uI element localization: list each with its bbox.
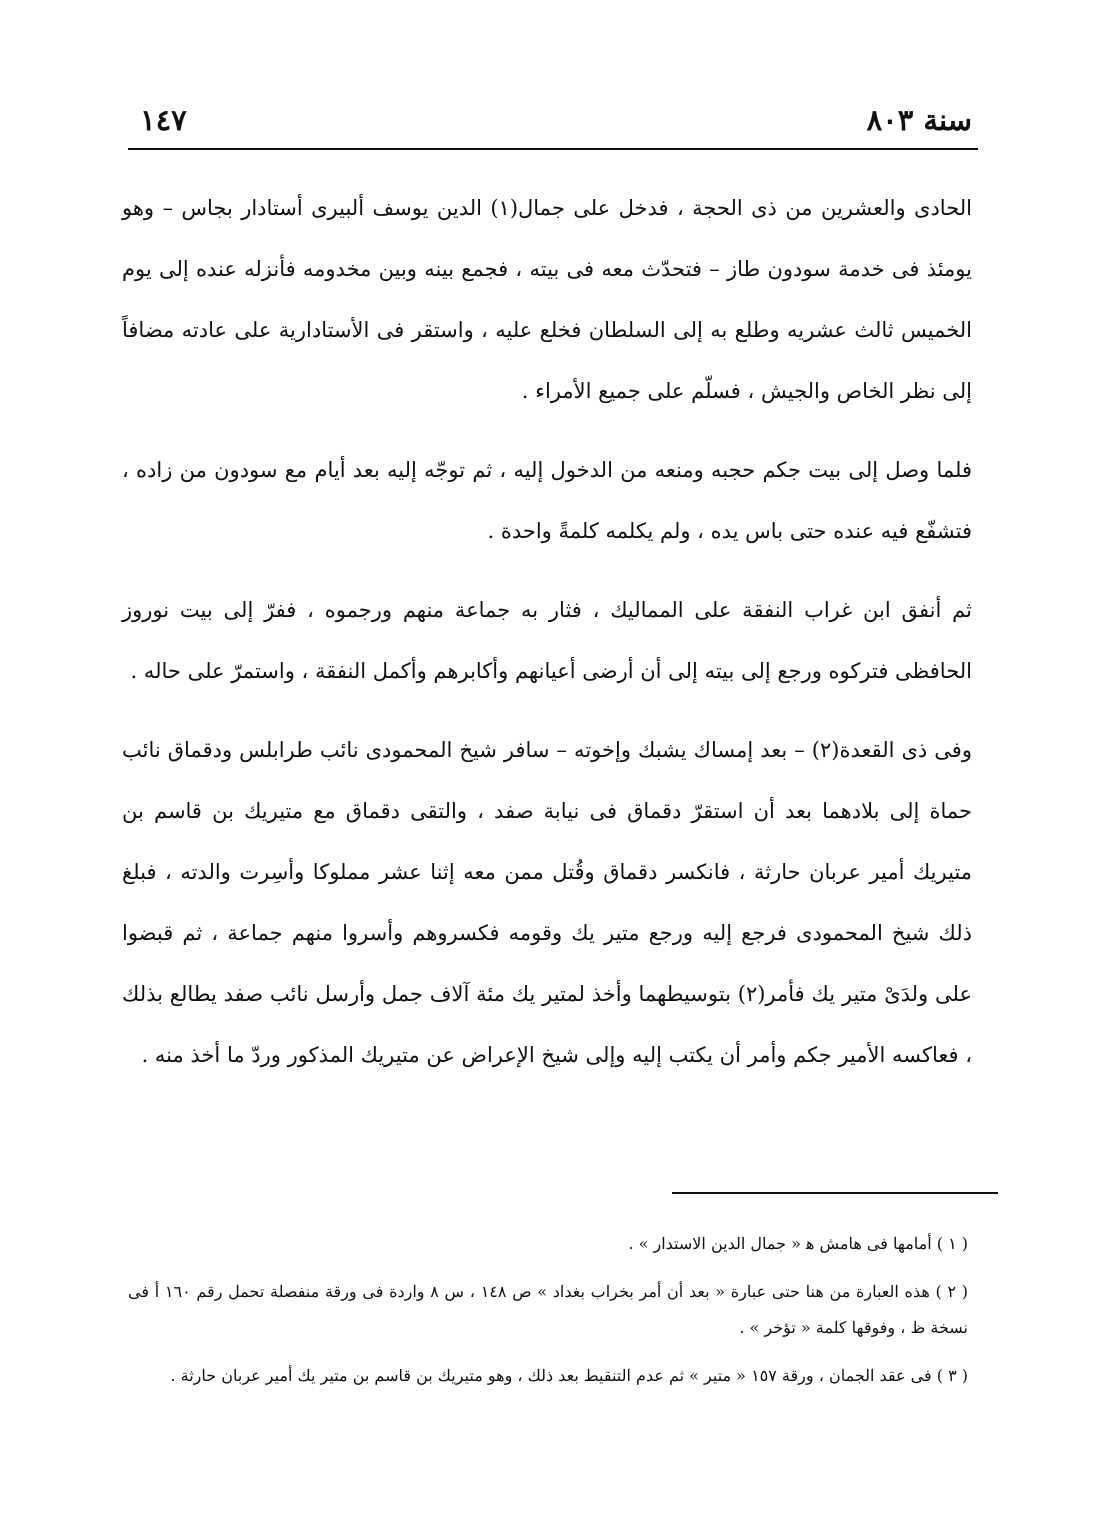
main-text bbox=[122, 178, 972, 1104]
running-header-year: سنة ٨٠٣ bbox=[866, 103, 972, 137]
footnote-2: ( ٢ ) هذه العبارة من هنا حتى عبارة « بعد أن أمر بخراب بغداد » ص ١٤٨ ، س ٨ واردة فى ورقة منفصلة تحمل رقم ١٦٠ أ فى نسخة ظ ، وفوقها كلمة « تؤخر » . bbox=[128, 1282, 969, 1337]
footnote-rule bbox=[672, 1192, 998, 1194]
paragraph-4: وفى ذى القعدة(٢) – بعد إمساك يشبك وإخوته – سافر شيخ المحمودى نائب طرابلس ودقماق نائب حماة إلى بلادهما بعد أن استقرّ دقماق فى نيابة صفد ، والتقى دقماق مع متيريك بن قاسم بن متيريك أمير عربان حارثة ، فانكسر دقماق وقُتل ممن معه إثنا عشر مملوكا وأسِرت والدته ، فبلغ ذلك شيخ المحمودى فرجع إليه ورجع متير يك وقومه فكسروهم وأسروا منهم جماعة ، ثم قبضوا على ولدَىْ متير يك فأمر(٢) بتوسيطهما وأخذ لمتير يك مئة آلاف جمل وأرسل نائب صفد يطالع بذلك ، فعاكسه الأمير جكم وأمر أن يكتب إليه وإلى شيخ الإعراض عن متيريك المذكور وردّ ما أخذ منه . bbox=[122, 738, 972, 1067]
page-number: ١٤٧ bbox=[140, 103, 187, 137]
footnote-3: ( ٣ ) فى عقد الجمان ، ورقة ١٥٧ « متير » ثم عدم التنقيط بعد ذلك ، وهو متيريك بن قاسم بن متير يك أمير عربان حارثة . bbox=[170, 1366, 968, 1385]
footnote-1: ( ١ ) أمامها فى هامش ﻫ « جمال الدين الاستدار » . bbox=[628, 1234, 968, 1253]
paragraph-2: فلما وصل إلى بيت جكم حجبه ومنعه من الدخول إليه ، ثم توجّه إليه بعد أيام مع سودون من زاده ، فتشفّع فيه عنده حتى باس يده ، ولم يكلمه كلمةً واحدة . bbox=[122, 458, 972, 543]
footnotes bbox=[128, 1226, 968, 1406]
header-rule bbox=[128, 148, 978, 150]
paragraph-3: ثم أنفق ابن غراب النفقة على المماليك ، فثار به جماعة منهم ورجموه ، ففرّ إلى بيت نوروز الحافظى فتركوه ورجع إلى بيته إلى أن أرضى أعيانهم وأكابرهم وأكمل النفقة ، واستمرّ على حاله . bbox=[122, 598, 972, 683]
paragraph-1: الحادى والعشرين من ذى الحجة ، فدخل على جمال(١) الدين يوسف ألبيرى أستادار بجاس – وهو يومئذ فى خدمة سودون طاز – فتحدّث معه فى بيته ، فجمع بينه وبين مخدومه فأنزله عنده إلى يوم الخميس ثالث عشريه وطلع به إلى السلطان فخلع عليه ، واستقر فى الأستادارية على عادته مضافاً إلى نظر الخاص والجيش ، فسلّم على جميع الأمراء . bbox=[122, 196, 972, 403]
